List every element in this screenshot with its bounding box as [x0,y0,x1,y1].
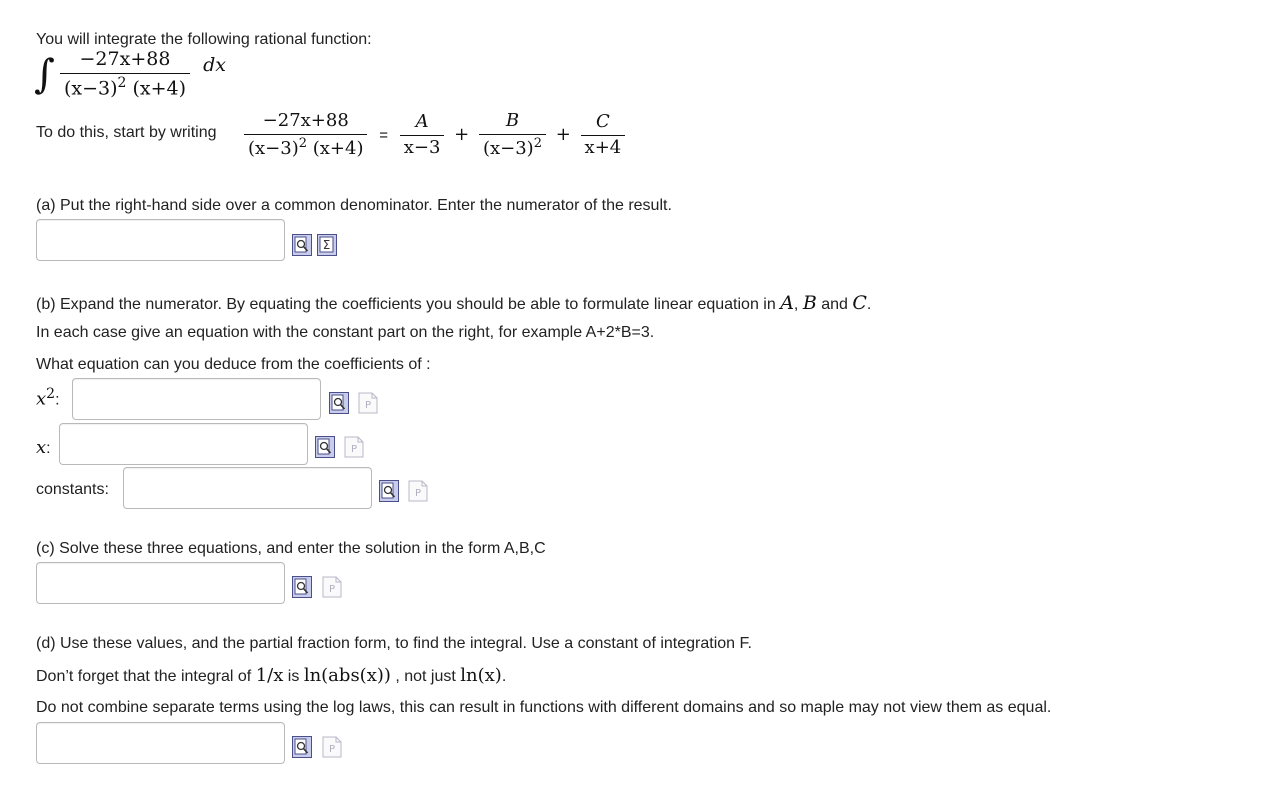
constants-label: constants: [36,481,109,498]
tip-math-ln-x: ln(x) [460,665,502,686]
tip-math-one-over-x: 1/x [255,665,284,686]
preview-icon[interactable] [315,436,335,458]
part-b-prompt: (b) Expand the numerator. By equating the coefficients you should be able to formulate linear equation in A, B and C. [36,292,872,314]
maple-syntax-icon [408,480,428,502]
maple-syntax-icon [344,436,364,458]
part-a-prompt: (a) Put the right-hand side over a common denominator. Enter the numerator of the result. [36,197,672,214]
setup-lead: To do this, start by writing [36,124,217,141]
svg-text:P: P [364,400,372,411]
x-coefficient-input[interactable] [59,423,308,465]
term-C-denominator: x+4 [584,136,622,158]
var-B: B [802,292,817,314]
maple-syntax-icon [322,576,342,598]
sigma-equation-editor-icon[interactable] [317,234,337,256]
term-A-denominator: x−3 [403,136,441,158]
plus-sign-1: + [454,124,470,145]
part-c-prompt: (c) Solve these three equations, and enter the solution in the form A,B,C [36,540,546,557]
plus-sign-2: + [555,124,571,145]
preview-icon[interactable] [292,736,312,758]
part-d-warning: Do not combine separate terms using the log laws, this can result in functions with different domains and so maple may not view them as equal. [36,699,1052,716]
part-c-answer-input[interactable] [36,562,285,604]
svg-text:P: P [350,444,358,455]
x2-coefficient-label: $x^2$: [36,386,60,410]
term-B-numerator: B [479,110,546,135]
tip-math-ln-abs-x: ln(abs(x)) [303,665,391,686]
term-A-numerator: A [400,111,445,136]
maple-syntax-icon [358,392,378,414]
svg-text:Σ: Σ [322,238,331,252]
preview-icon[interactable] [329,392,349,414]
part-b-instruction: In each case give an equation with the constant part on the right, for example A+2*B=3. [36,324,655,341]
part-b-question: What equation can you deduce from the coefficients of : [36,356,431,373]
x-coefficient-label: x: [36,437,51,458]
svg-text:P: P [328,744,336,755]
maple-syntax-icon [322,736,342,758]
var-A: A [780,292,794,314]
setup-lhs-numerator: −27x+88 [244,110,367,135]
var-C: C [852,292,867,314]
integral-denominator: $(x-3)^2$ (x+4) [63,74,187,100]
part-a-answer-input[interactable] [36,219,285,261]
svg-text:P: P [414,488,422,499]
integral-sign: ∫ [34,51,55,98]
partial-fraction-setup [244,110,625,160]
setup-lhs-denominator: $(x-3)^2$ (x+4) [248,135,364,159]
constants-coefficient-input[interactable] [123,467,372,509]
integral-expression [34,48,226,101]
integral-differential: dx [203,53,227,76]
preview-icon[interactable] [292,576,312,598]
preview-icon[interactable] [292,234,312,256]
term-C-numerator: C [581,111,626,136]
equals-sign: = [379,127,388,144]
intro-text: You will integrate the following rational function: [36,31,372,48]
integral-numerator: −27x+88 [60,48,190,74]
svg-text:P: P [328,584,336,595]
part-d-tip: Don’t forget that the integral of 1/x is ln(abs(x)) , not just ln(x). [36,665,507,686]
part-d-answer-input[interactable] [36,722,285,764]
term-B-denominator: $(x-3)^2$ [482,135,542,159]
preview-icon[interactable] [379,480,399,502]
part-d-prompt: (d) Use these values, and the partial fraction form, to find the integral. Use a constant of integration F. [36,635,752,652]
x2-coefficient-input[interactable] [72,378,321,420]
